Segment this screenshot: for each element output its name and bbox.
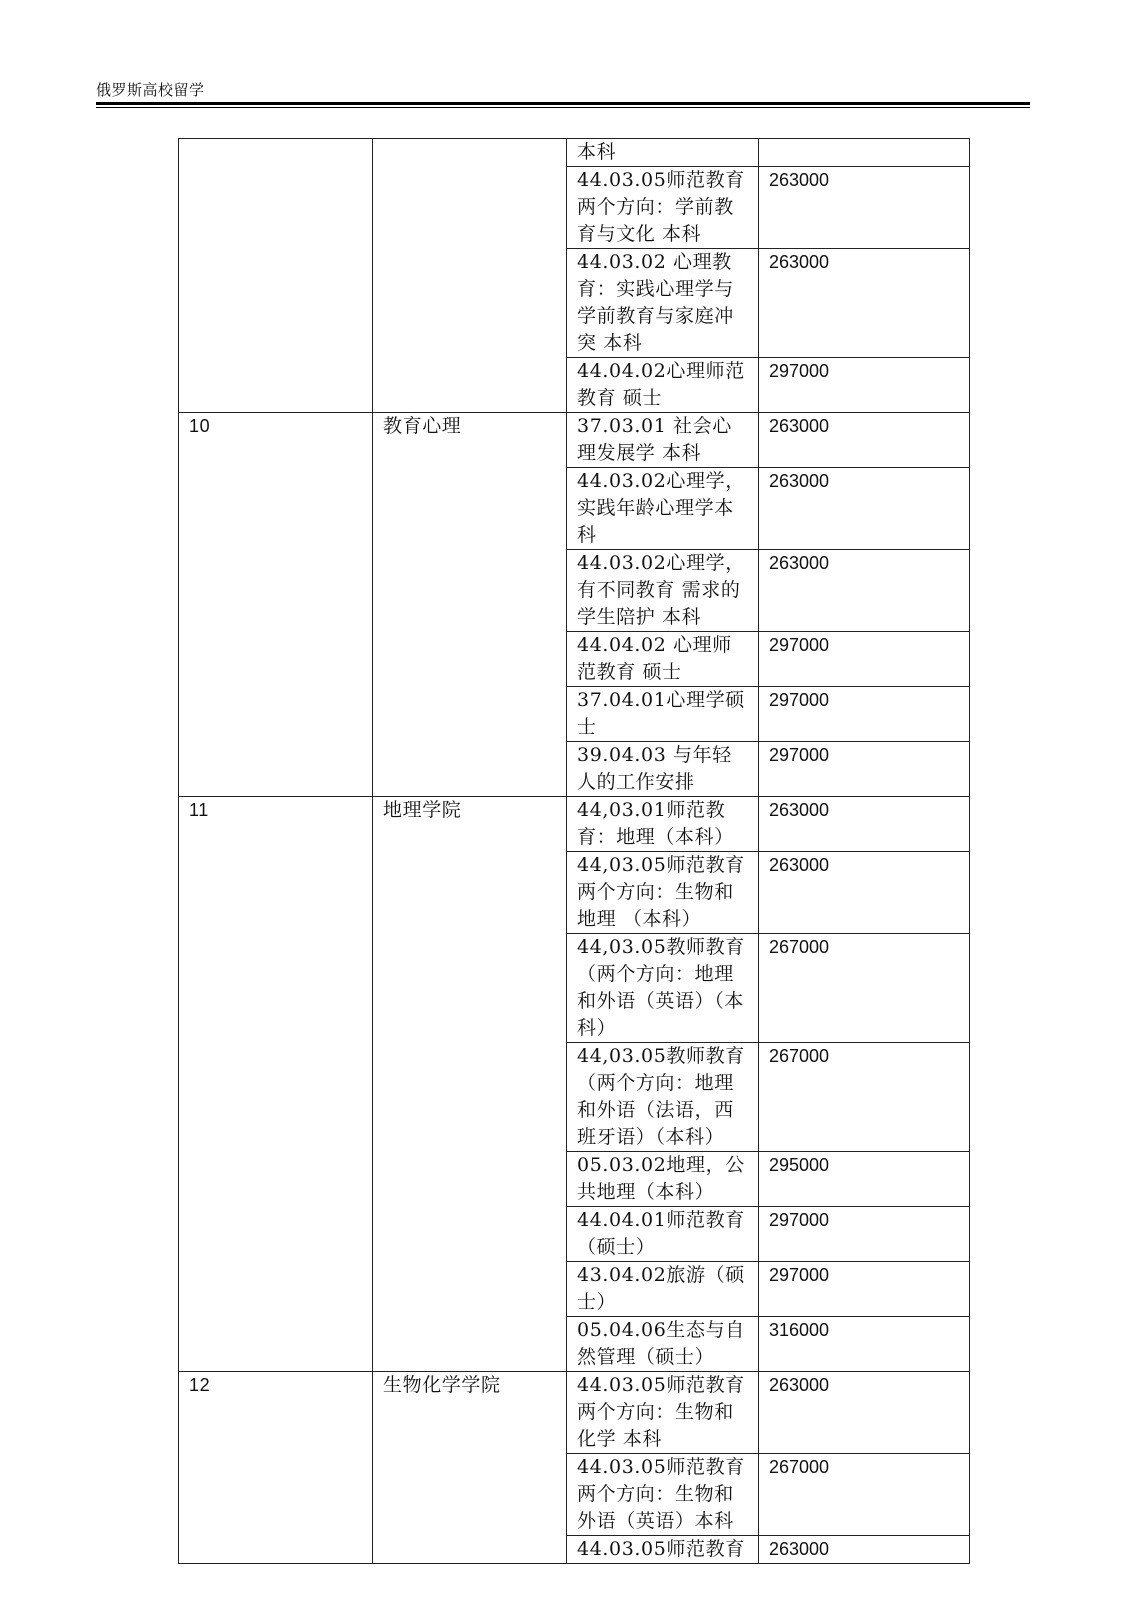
table-row bbox=[179, 1372, 970, 1454]
department-number bbox=[179, 139, 373, 413]
program-cell: 44.03.05师范教育两个方向：生物和外语（英语）本科 bbox=[567, 1454, 759, 1536]
tuition-fee-cell: 263000 bbox=[759, 550, 970, 632]
tuition-fee-cell: 297000 bbox=[759, 632, 970, 687]
header-title: 俄罗斯高校留学 bbox=[96, 81, 205, 99]
tuition-table bbox=[178, 138, 970, 1564]
program-cell: 44.03.05师范教育两个方向：生物和化学 本科 bbox=[567, 1372, 759, 1454]
program-cell: 本科 bbox=[567, 139, 759, 167]
tuition-fee-cell bbox=[759, 139, 970, 167]
program-cell: 44.04.02心理师范教育 硕士 bbox=[567, 358, 759, 413]
program-cell: 44.04.01师范教育（硕士） bbox=[567, 1207, 759, 1262]
tuition-fee-cell: 263000 bbox=[759, 413, 970, 468]
program-cell: 44,03.01师范教育：地理（本科） bbox=[567, 797, 759, 852]
program-cell: 44,03.05师范教育两个方向：生物和地理 （本科） bbox=[567, 852, 759, 934]
department-name bbox=[373, 139, 567, 413]
program-cell: 43.04.02旅游（硕士） bbox=[567, 1262, 759, 1317]
table-row bbox=[179, 139, 970, 167]
department-name: 地理学院 bbox=[373, 797, 567, 1372]
tuition-fee-cell: 263000 bbox=[759, 1536, 970, 1564]
department-number: 11 bbox=[179, 797, 373, 1372]
tuition-fee-cell: 263000 bbox=[759, 852, 970, 934]
tuition-fee-cell: 297000 bbox=[759, 1262, 970, 1317]
program-cell: 44.03.05师范教育 bbox=[567, 1536, 759, 1564]
program-cell: 39.04.03 与年轻人的工作安排 bbox=[567, 742, 759, 797]
tuition-fee-cell: 297000 bbox=[759, 742, 970, 797]
program-cell: 37.03.01 社会心理发展学 本科 bbox=[567, 413, 759, 468]
department-number: 10 bbox=[179, 413, 373, 797]
tuition-fee-cell: 263000 bbox=[759, 797, 970, 852]
department-name: 生物化学学院 bbox=[373, 1372, 567, 1564]
department-name: 教育心理 bbox=[373, 413, 567, 797]
tuition-fee-cell: 267000 bbox=[759, 1043, 970, 1152]
tuition-fee-cell: 263000 bbox=[759, 1372, 970, 1454]
program-cell: 05.04.06生态与自然管理（硕士） bbox=[567, 1317, 759, 1372]
table-row bbox=[179, 413, 970, 468]
program-cell: 44.03.02心理学，实践年龄心理学本科 bbox=[567, 468, 759, 550]
program-cell: 05.03.02地理，公共地理（本科） bbox=[567, 1152, 759, 1207]
tuition-fee-cell: 297000 bbox=[759, 1207, 970, 1262]
tuition-fee-cell: 316000 bbox=[759, 1317, 970, 1372]
program-cell: 37.04.01心理学硕士 bbox=[567, 687, 759, 742]
table-row bbox=[179, 797, 970, 852]
tuition-fee-cell: 267000 bbox=[759, 1454, 970, 1536]
program-cell: 44,03.05教师教育（两个方向：地理和外语（法语，西班牙语）（本科） bbox=[567, 1043, 759, 1152]
header-rule-thin bbox=[96, 107, 1030, 108]
tuition-fee-cell: 295000 bbox=[759, 1152, 970, 1207]
tuition-fee-cell: 263000 bbox=[759, 468, 970, 550]
program-cell: 44.04.02 心理师范教育 硕士 bbox=[567, 632, 759, 687]
tuition-fee-cell: 297000 bbox=[759, 687, 970, 742]
page-header bbox=[96, 80, 1030, 108]
program-cell: 44,03.05教师教育（两个方向：地理和外语（英语）（本科） bbox=[567, 934, 759, 1043]
tuition-fee-cell: 263000 bbox=[759, 167, 970, 249]
header-rule bbox=[96, 102, 1030, 105]
program-cell: 44.03.02 心理教育：实践心理学与学前教育与家庭冲突 本科 bbox=[567, 249, 759, 358]
tuition-table-body bbox=[179, 139, 970, 1564]
tuition-fee-cell: 263000 bbox=[759, 249, 970, 358]
program-cell: 44.03.05师范教育两个方向：学前教育与文化 本科 bbox=[567, 167, 759, 249]
program-cell: 44.03.02心理学，有不同教育 需求的学生陪护 本科 bbox=[567, 550, 759, 632]
tuition-fee-cell: 297000 bbox=[759, 358, 970, 413]
tuition-fee-cell: 267000 bbox=[759, 934, 970, 1043]
department-number: 12 bbox=[179, 1372, 373, 1564]
